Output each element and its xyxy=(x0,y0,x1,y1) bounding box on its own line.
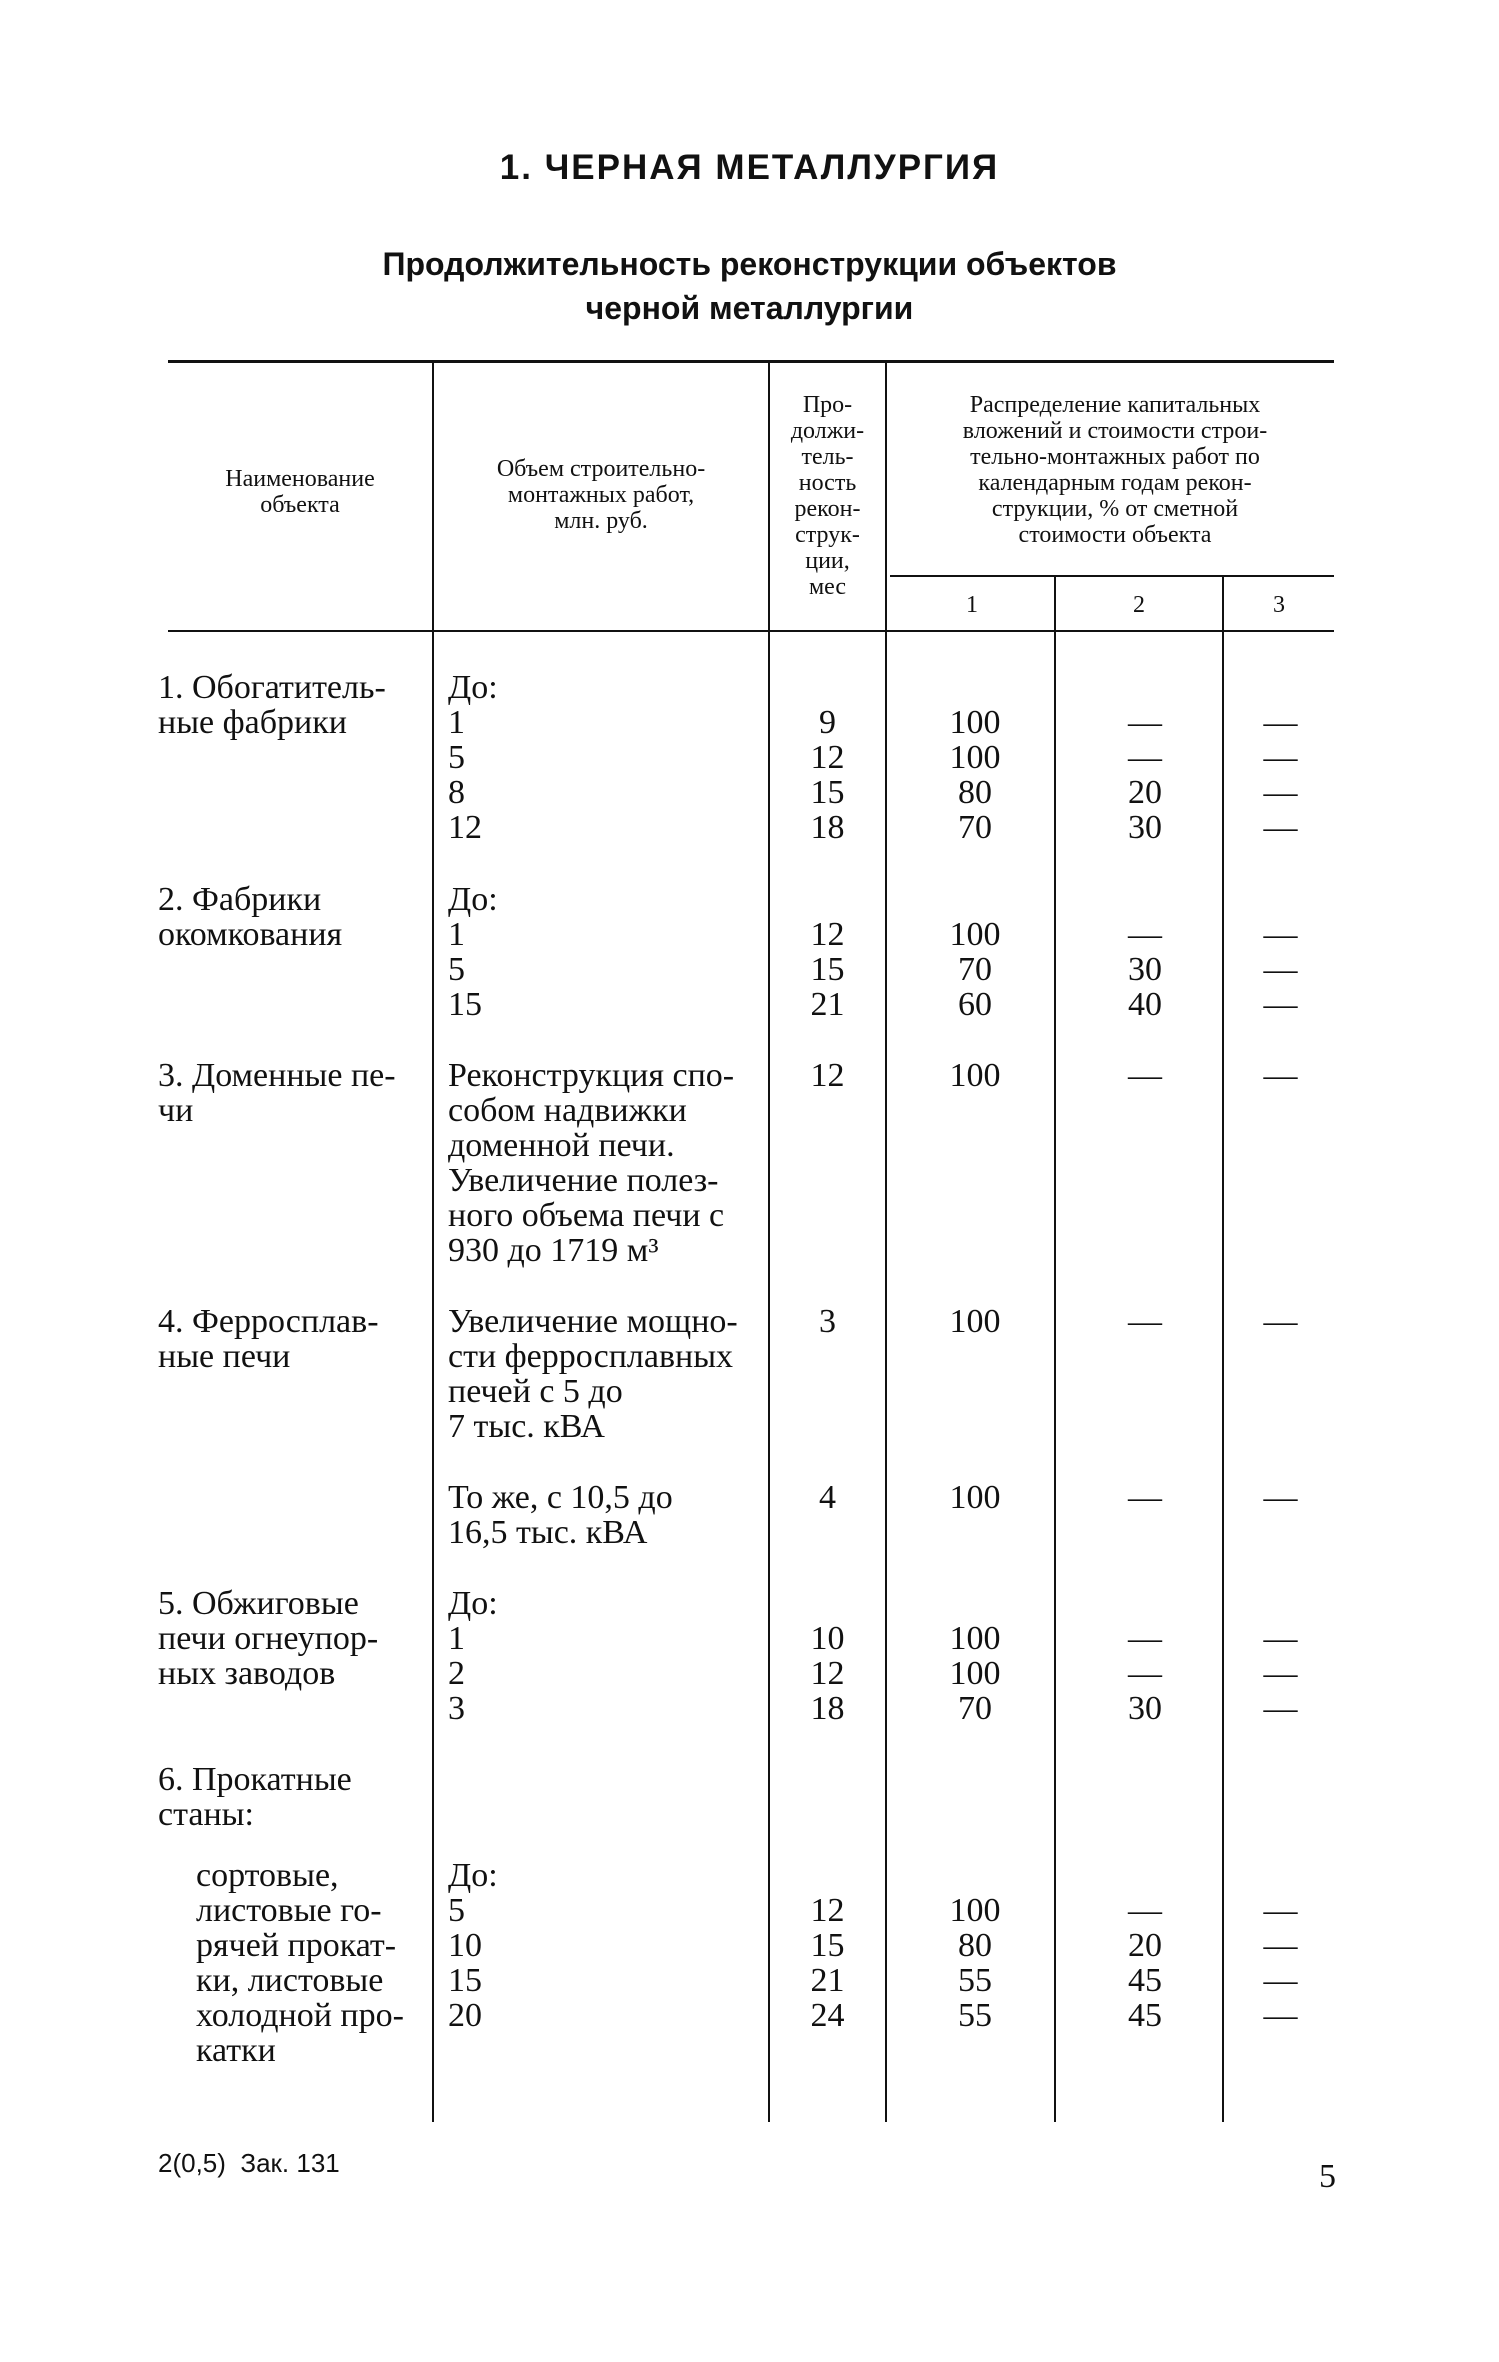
row-6a-volume: До: 5 10 15 20 xyxy=(448,1857,498,2034)
row-3-volume: Реконструкция спо- собом надвижки доменной печи. Увеличение полез- ного объема печи с 930 до 1719 м³ xyxy=(448,1057,735,1269)
section-title: 1. ЧЕРНАЯ МЕТАЛЛУРГИЯ xyxy=(499,148,1000,187)
col-divider-duration-year1 xyxy=(885,360,887,2122)
row-4-year-2: — xyxy=(1128,1303,1162,1340)
page-number: 5 xyxy=(1319,2158,1336,2195)
row-3-year-2: — xyxy=(1128,1057,1162,1094)
row-6a-year-3: — — — — xyxy=(1263,1892,1298,2034)
row-6-name: 6. Прокатные станы: xyxy=(158,1761,352,1833)
header-distribution: Распределение капитальных вложений и стоимости строи- тельно-монтажных работ по календарным годам рекон- струкции, % от сметной стоимости объекта xyxy=(962,392,1268,548)
row-5-year-3: — — — xyxy=(1263,1620,1298,1727)
row-5-year-2: — — 30 xyxy=(1128,1620,1162,1727)
row-3-name: 3. Доменные пе- чи xyxy=(158,1057,396,1129)
row-6a-name: сортовые, листовые го- рячей прокат- ки, листовые холодной про- катки xyxy=(196,1857,404,2069)
row-6a-duration: 12 15 21 24 xyxy=(810,1892,845,2034)
col-divider-volume-duration xyxy=(768,360,770,2122)
row-1-year-3: — — — — xyxy=(1263,704,1298,846)
row-2-year-1: 100 70 60 xyxy=(949,916,1001,1023)
header-year-3: 3 xyxy=(1273,592,1285,618)
row-2-year-2: — 30 40 xyxy=(1128,916,1162,1023)
row-2-duration: 12 15 21 xyxy=(810,916,845,1023)
row-4-year-3: — xyxy=(1263,1303,1298,1340)
row-3-duration: 12 xyxy=(810,1057,845,1094)
row-1-volume: До: 1 5 8 12 xyxy=(448,669,498,846)
row-1-name: 1. Обогатитель- ные фабрики xyxy=(158,669,386,741)
header-year-2: 2 xyxy=(1133,592,1145,618)
row-4b-year-1: 100 xyxy=(949,1479,1001,1516)
row-3-year-3: — xyxy=(1263,1057,1298,1094)
row-5-volume: До: 1 2 3 xyxy=(448,1585,498,1727)
row-2-name: 2. Фабрики окомкования xyxy=(158,881,343,953)
row-4-year-1: 100 xyxy=(949,1303,1001,1340)
header-year-1: 1 xyxy=(966,592,978,618)
header-volume: Объем строительно- монтажных работ, млн. руб. xyxy=(496,456,706,534)
row-6a-year-1: 100 80 55 55 xyxy=(949,1892,1001,2034)
row-4b-duration: 4 xyxy=(819,1479,836,1516)
table-title xyxy=(0,242,1499,330)
print-order-note: 2(0,5) Зак. 131 xyxy=(158,2148,340,2178)
header-duration: Про- должи- тель- ность рекон- струк- ции, мес xyxy=(790,392,865,600)
row-4b-volume: То же, с 10,5 до 16,5 тыс. кВА xyxy=(448,1479,673,1551)
header-bottom-rule xyxy=(168,630,1334,632)
row-5-name: 5. Обжиговые печи огнеупор- ных заводов xyxy=(158,1585,379,1692)
row-1-year-2: — — 20 30 xyxy=(1128,704,1162,846)
header-name: Наименование объекта xyxy=(225,466,375,518)
row-1-year-1: 100 100 80 70 xyxy=(949,704,1001,846)
row-2-volume: До: 1 5 15 xyxy=(448,881,498,1023)
row-3-year-1: 100 xyxy=(949,1057,1001,1094)
row-5-duration: 10 12 18 xyxy=(810,1620,845,1727)
table-top-rule xyxy=(168,360,1334,363)
row-5-year-1: 100 100 70 xyxy=(949,1620,1001,1727)
row-4b-year-3: — xyxy=(1263,1479,1298,1516)
col-divider-name-volume xyxy=(432,360,434,2122)
years-subheader-rule xyxy=(890,575,1334,577)
table-title-line-2: черной металлургии xyxy=(585,290,914,326)
row-4-duration: 3 xyxy=(819,1303,836,1340)
row-2-year-3: — — — xyxy=(1263,916,1298,1023)
row-1-duration: 9 12 15 18 xyxy=(810,704,845,846)
row-6a-year-2: — 20 45 45 xyxy=(1128,1892,1162,2034)
row-4-volume: Увеличение мощно- сти ферросплавных печей с 5 до 7 тыс. кВА xyxy=(448,1303,738,1445)
table-title-line-1: Продолжительность реконструкции объектов xyxy=(382,246,1117,282)
row-4b-year-2: — xyxy=(1128,1479,1162,1516)
row-4-name: 4. Ферросплав- ные печи xyxy=(158,1303,379,1375)
